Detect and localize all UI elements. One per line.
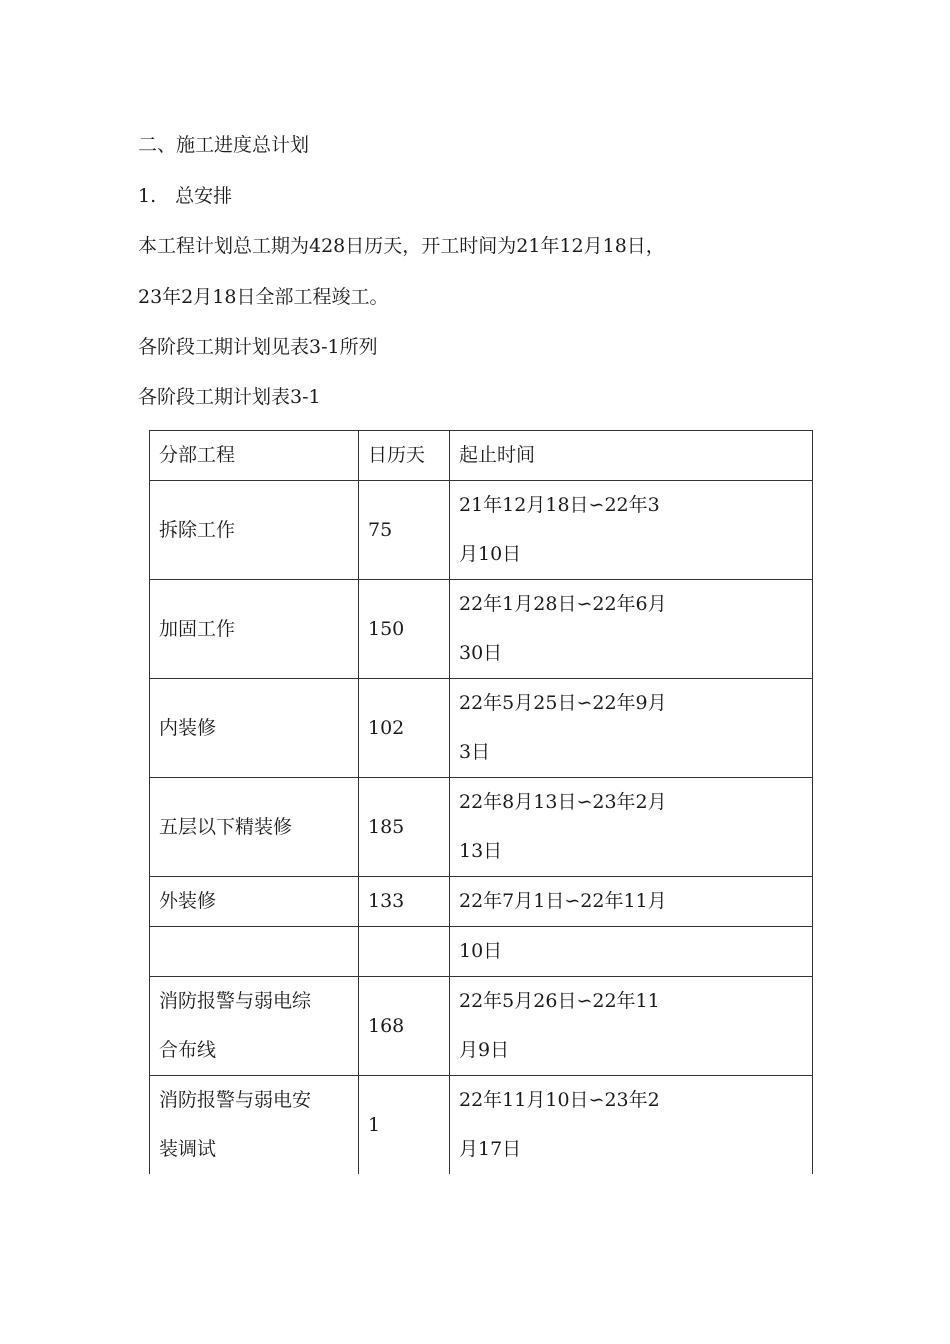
table-reference: 各阶段工期计划见表3-1所列: [138, 336, 378, 358]
period-text: 22年5月25日∽22年9月: [459, 692, 667, 714]
schedule-table: [149, 430, 813, 1174]
period-text: 22年8月13日∽23年2月: [459, 791, 667, 813]
period-cell: [450, 977, 813, 1076]
period-text: 22年7月1日∽22年11月: [459, 890, 667, 912]
phase-name-text: 消防报警与弱电综: [159, 990, 312, 1012]
period-cell: [450, 679, 813, 778]
period-text: 22年1月28日∽22年6月: [459, 593, 667, 615]
phase-name-cell: [150, 481, 359, 580]
days-cell: 75: [359, 481, 450, 580]
section-title: 二、施工进度总计划: [138, 134, 310, 156]
period-cell: [450, 580, 813, 679]
period-text: 13日: [459, 840, 503, 862]
phase-name-cell: [150, 977, 359, 1076]
days-cell: 1: [359, 1076, 450, 1175]
period-cell: [450, 1076, 813, 1175]
table-row: [150, 1076, 813, 1175]
phase-name-text: 加固工作: [159, 617, 236, 640]
days-cell: 150: [359, 580, 450, 679]
paragraph-line-1: 本工程计划总工期为428日历天，开工时间为21年12月18日，: [138, 235, 665, 257]
phase-name-text: 内装修: [159, 716, 217, 739]
period-text: 30日: [459, 642, 503, 664]
table-row: [150, 877, 813, 927]
table-row: [150, 927, 813, 977]
phase-name-text: 拆除工作: [159, 518, 236, 541]
period-cell: [450, 877, 813, 927]
phase-name-text: 装调试: [159, 1138, 217, 1160]
table-row: [150, 580, 813, 679]
period-text: 10日: [459, 940, 503, 962]
period-text: 月10日: [459, 543, 522, 565]
period-text: 3日: [459, 741, 491, 763]
phase-name-cell: [150, 778, 359, 877]
period-text: 21年12月18日∽22年3: [459, 494, 660, 516]
period-cell: [450, 778, 813, 877]
period-cell: [450, 927, 813, 977]
days-cell: 185: [359, 778, 450, 877]
period-text: 月17日: [459, 1138, 522, 1160]
subsection-heading: 1. 总安排: [138, 185, 233, 207]
days-cell: [359, 927, 450, 977]
phase-name-cell: [150, 927, 359, 977]
phase-name-cell: [150, 679, 359, 778]
days-cell: 133: [359, 877, 450, 927]
days-cell: 102: [359, 679, 450, 778]
table-row: [150, 679, 813, 778]
period-text: 月9日: [459, 1039, 510, 1061]
phase-name-cell: [150, 1076, 359, 1175]
table-row: [150, 977, 813, 1076]
table-row: [150, 481, 813, 580]
period-text: 22年11月10日∽23年2: [459, 1089, 660, 1111]
table-header-row: [150, 431, 813, 481]
days-cell: 168: [359, 977, 450, 1076]
table-row: [150, 778, 813, 877]
phase-name-text: 消防报警与弱电安: [159, 1089, 312, 1111]
header-cell: 分部工程: [150, 431, 359, 481]
phase-name-text: 外装修: [159, 890, 217, 912]
period-cell: [450, 481, 813, 580]
phase-name-cell: [150, 877, 359, 927]
phase-name-cell: [150, 580, 359, 679]
header-cell: 起止时间: [450, 431, 813, 481]
table-caption: 各阶段工期计划表3-1: [138, 386, 321, 408]
phase-name-text: 合布线: [159, 1039, 217, 1061]
period-text: 22年5月26日∽22年11: [459, 990, 660, 1012]
phase-name-text: 五层以下精装修: [159, 815, 293, 838]
header-cell: 日历天: [359, 431, 450, 481]
paragraph-line-2: 23年2月18日全部工程竣工。: [138, 286, 389, 308]
